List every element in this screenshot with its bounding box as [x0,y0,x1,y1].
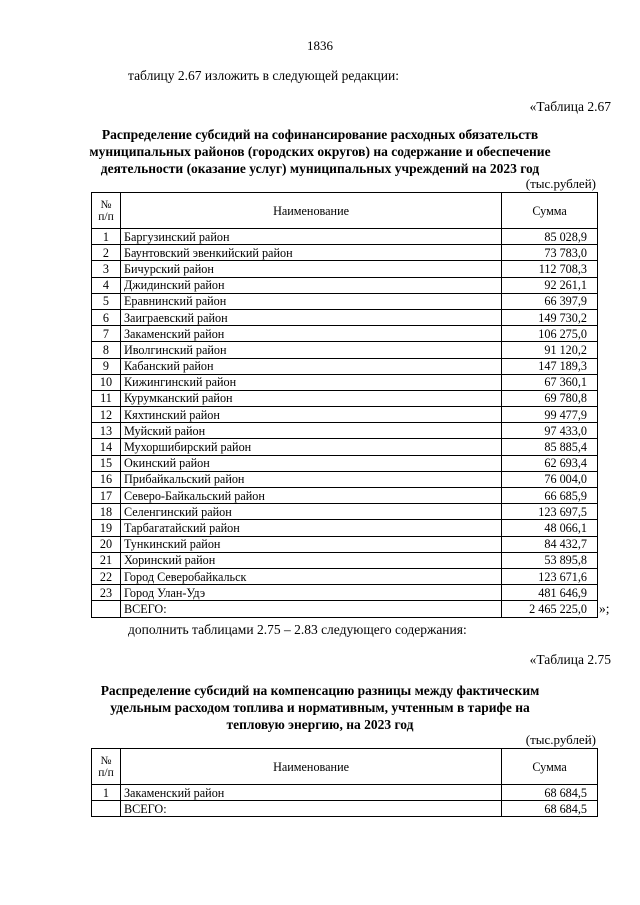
row-number: 12 [92,407,121,423]
table2-heading [40,682,600,733]
row-sum: 62 693,4 [502,455,598,471]
row-name: Баргузинский район [120,229,501,245]
table-row [92,277,598,293]
table-row [92,552,598,568]
table-row [92,785,598,801]
table1-heading-line: Распределение субсидий на софинансирование расходных обязательств [101,127,539,142]
row-number: 14 [92,439,121,455]
col-sum-header: Сумма [502,193,598,229]
table2 [91,748,598,817]
total-label: ВСЕГО: [120,801,501,817]
row-sum: 91 120,2 [502,342,598,358]
table-row [92,261,598,277]
row-name: Город Северобайкальск [120,568,501,584]
row-sum: 84 432,7 [502,536,598,552]
row-number: 4 [92,277,121,293]
table1-heading-line: муниципальных районов (городских округов) на содержание и обеспечение [89,144,551,159]
row-sum: 73 783,0 [502,245,598,261]
row-sum: 48 066,1 [502,520,598,536]
row-sum: 67 360,1 [502,374,598,390]
page-number: 1836 [307,38,333,53]
table-row [92,455,598,471]
table-row [92,309,598,325]
table-header-row [92,749,598,785]
table1 [91,192,598,618]
row-name: Курумканский район [120,390,501,406]
table-row [92,326,598,342]
row-name: Мухоршибирский район [120,439,501,455]
row-number: 1 [92,785,121,801]
table-row [92,374,598,390]
row-sum: 481 646,9 [502,585,598,601]
row-number: 15 [92,455,121,471]
col-num-header: № п/п [92,193,121,229]
row-name: Муйский район [120,423,501,439]
col-name-header: Наименование [120,749,501,785]
row-number: 18 [92,504,121,520]
table1-heading-line: деятельности (оказание услуг) муниципальных учреждений на 2023 год [100,161,540,176]
table-row [92,342,598,358]
total-row [92,601,598,617]
row-number: 1 [92,229,121,245]
table2-ref: «Таблица 2.75 [529,652,611,667]
row-sum: 66 397,9 [502,293,598,309]
row-sum: 123 671,6 [502,568,598,584]
row-name: Баунтовский эвенкийский район [120,245,501,261]
table-row [92,390,598,406]
between-text: дополнить таблицами 2.75 – 2.83 следующего содержания: [128,622,467,637]
closing-mark: »; [599,601,610,616]
col-name-header: Наименование [120,193,501,229]
row-number: 10 [92,374,121,390]
table-row [92,229,598,245]
table-row [92,245,598,261]
table2-heading-line: тепловую энергию, на 2023 год [226,717,414,732]
row-number: 8 [92,342,121,358]
table-row [92,536,598,552]
table2-heading-line: удельным расходом топлива и нормативным, учтенным в тарифе на [110,700,530,715]
table-row [92,471,598,487]
row-number: 20 [92,536,121,552]
row-sum: 149 730,2 [502,309,598,325]
row-sum: 68 684,5 [502,785,598,801]
row-number: 13 [92,423,121,439]
table-row [92,585,598,601]
row-name: Заиграевский район [120,309,501,325]
row-sum: 123 697,5 [502,504,598,520]
total-empty-cell [92,801,121,817]
row-number: 11 [92,390,121,406]
row-name: Кяхтинский район [120,407,501,423]
row-name: Еравнинский район [120,293,501,309]
table2-heading-line: Распределение субсидий на компенсацию разницы между фактическим [100,683,540,698]
table-row [92,504,598,520]
row-name: Закаменский район [120,785,501,801]
table-row [92,423,598,439]
table-row [92,358,598,374]
row-name: Окинский район [120,455,501,471]
row-number: 22 [92,568,121,584]
table2-units: (тыс.рублей) [525,732,596,747]
total-label: ВСЕГО: [120,601,501,617]
row-name: Селенгинский район [120,504,501,520]
col-num-header: № п/п [92,749,121,785]
row-sum: 147 189,3 [502,358,598,374]
row-number: 21 [92,552,121,568]
row-number: 23 [92,585,121,601]
total-sum: 2 465 225,0 [502,601,598,617]
total-sum: 68 684,5 [502,801,598,817]
col-sum-header: Сумма [502,749,598,785]
row-sum: 85 028,9 [502,229,598,245]
row-number: 6 [92,309,121,325]
table-row [92,488,598,504]
row-name: Бичурский район [120,261,501,277]
row-name: Северо-Байкальский район [120,488,501,504]
table-header-row [92,193,598,229]
row-sum: 76 004,0 [502,471,598,487]
row-sum: 106 275,0 [502,326,598,342]
table-row [92,568,598,584]
row-sum: 92 261,1 [502,277,598,293]
row-sum: 99 477,9 [502,407,598,423]
table-row [92,293,598,309]
row-number: 9 [92,358,121,374]
row-number: 3 [92,261,121,277]
row-name: Тарбагатайский район [120,520,501,536]
row-name: Джидинский район [120,277,501,293]
row-number: 2 [92,245,121,261]
row-number: 19 [92,520,121,536]
table1-heading [40,126,600,177]
row-name: Иволгинский район [120,342,501,358]
row-sum: 69 780,8 [502,390,598,406]
table-row [92,520,598,536]
row-name: Кижингинский район [120,374,501,390]
row-sum: 97 433,0 [502,423,598,439]
row-number: 16 [92,471,121,487]
row-name: Город Улан-Удэ [120,585,501,601]
row-sum: 53 895,8 [502,552,598,568]
row-sum: 85 885,4 [502,439,598,455]
total-empty-cell [92,601,121,617]
row-name: Тункинский район [120,536,501,552]
table1-ref: «Таблица 2.67 [529,99,611,114]
row-name: Хоринский район [120,552,501,568]
row-sum: 66 685,9 [502,488,598,504]
table1-units: (тыс.рублей) [525,176,596,191]
row-name: Кабанский район [120,358,501,374]
table-row [92,439,598,455]
table-row [92,407,598,423]
row-name: Закаменский район [120,326,501,342]
row-number: 7 [92,326,121,342]
intro-text: таблицу 2.67 изложить в следующей редакции: [128,68,399,83]
total-row [92,801,598,817]
row-name: Прибайкальский район [120,471,501,487]
row-sum: 112 708,3 [502,261,598,277]
row-number: 5 [92,293,121,309]
row-number: 17 [92,488,121,504]
